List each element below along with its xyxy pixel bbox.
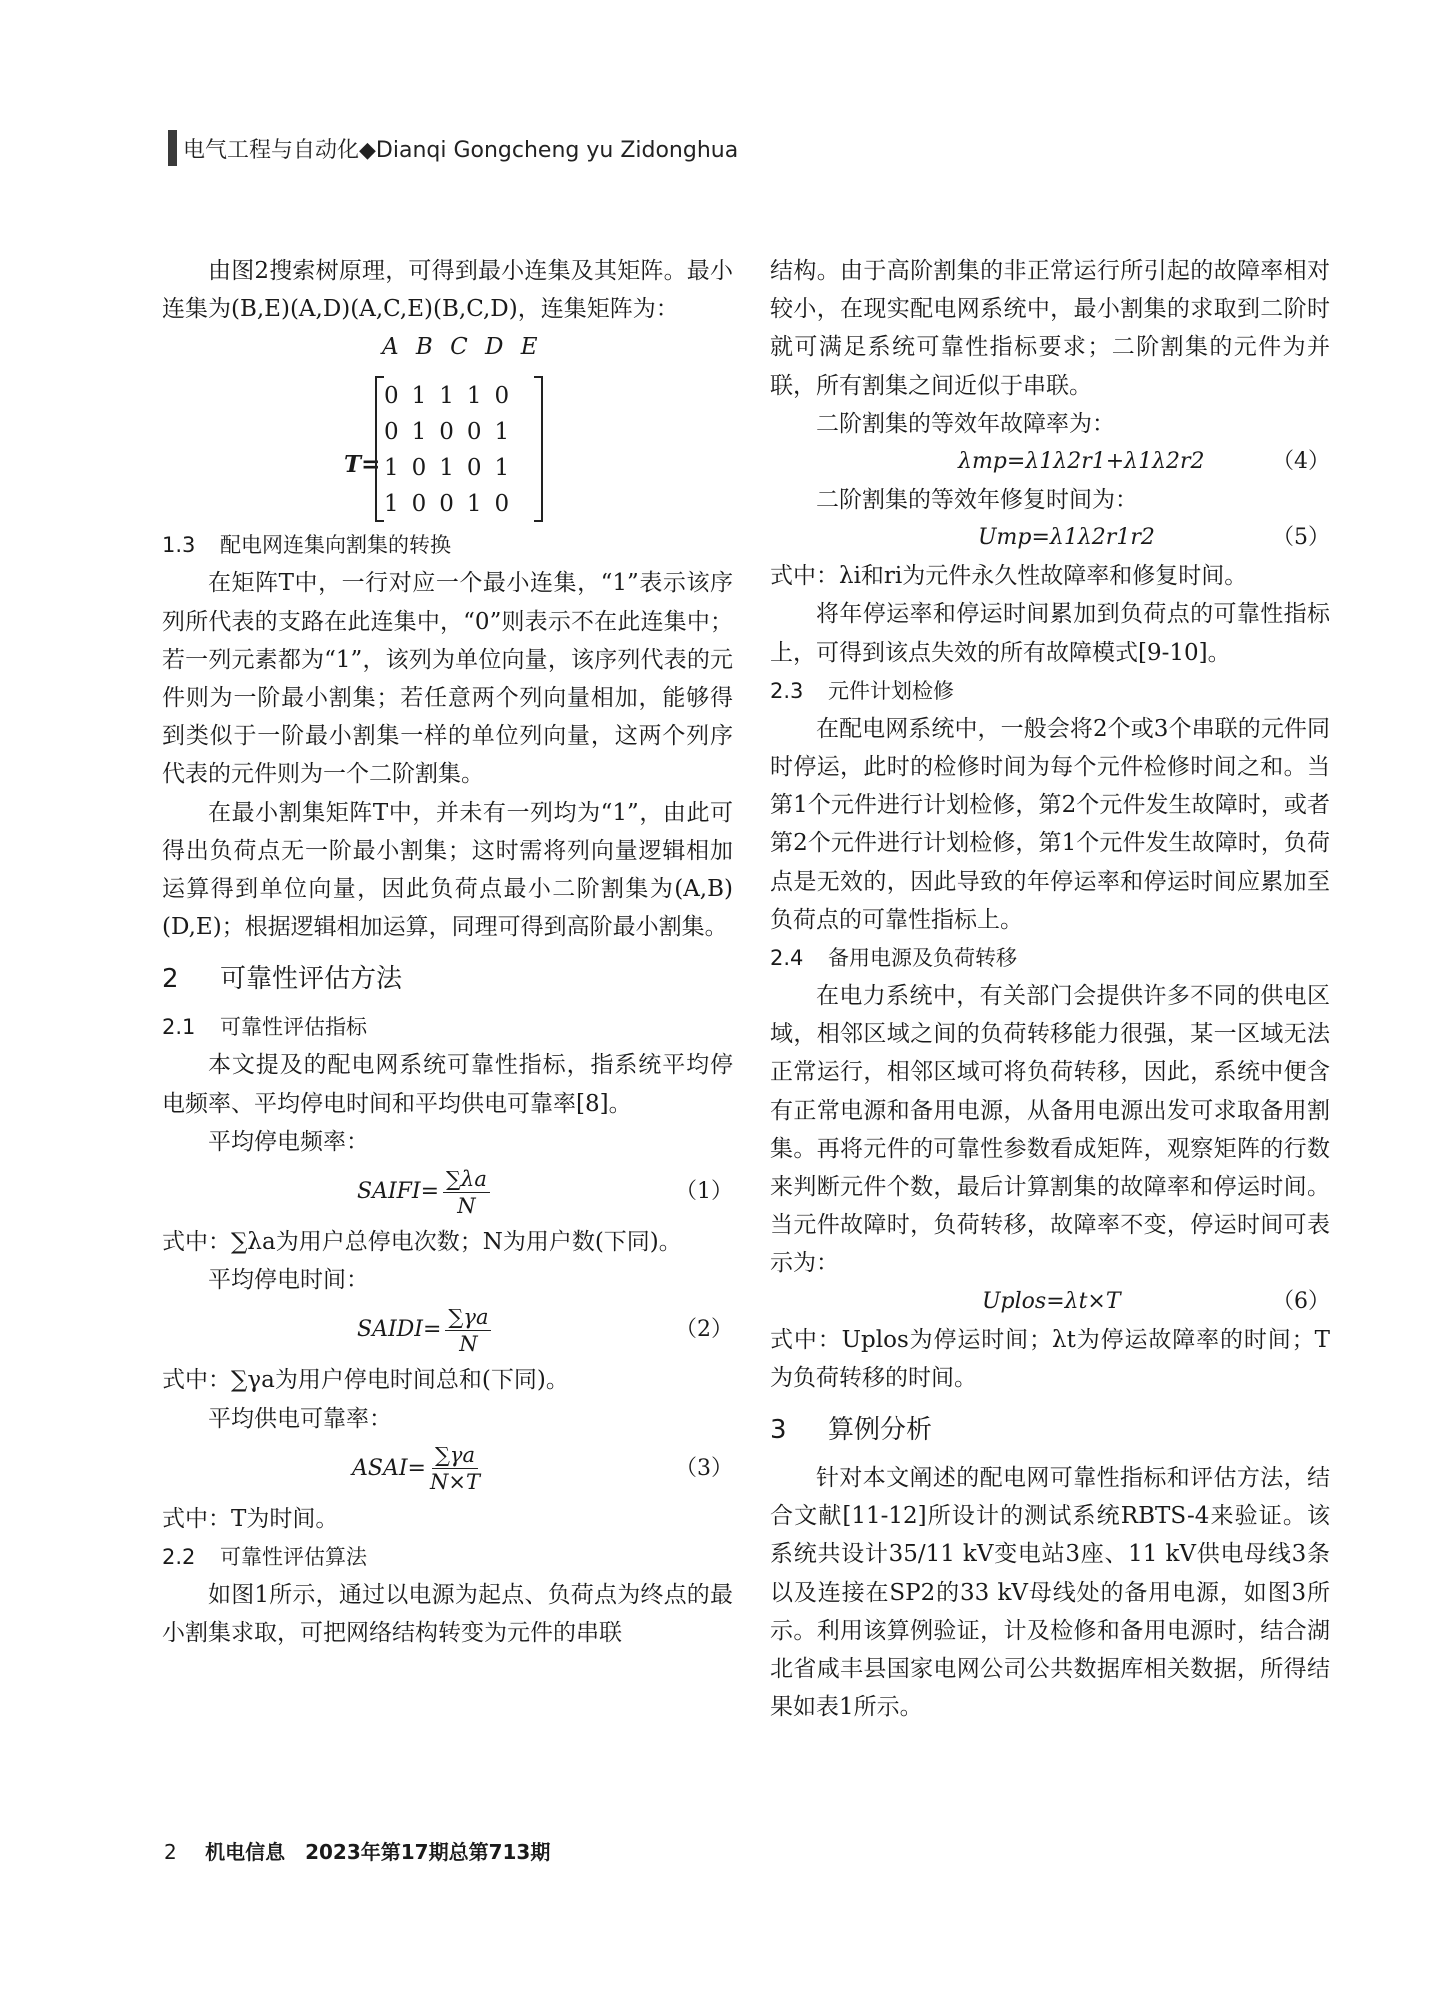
section-number: 2: [162, 964, 179, 995]
equation-expression: Ump=λ1λ2r1r2: [978, 525, 1155, 551]
section-number: 3: [770, 1415, 787, 1446]
section-number: 2.2: [162, 1545, 196, 1570]
matrix-column-header: A B C D E: [382, 334, 538, 361]
header-bar: [168, 130, 177, 166]
numerator: ∑λa: [443, 1166, 490, 1193]
page-footer: [164, 1836, 550, 1865]
section-title: 元件计划检修: [828, 678, 954, 703]
section-number: 1.3: [162, 533, 196, 558]
paragraph-2-2: 如图1所示，通过以电源为起点、负荷点为终点的最小割集求取，可把网络结构转变为元件的串联: [162, 1582, 733, 1647]
denominator: N: [459, 1331, 478, 1356]
eq4-label: 二阶割集的等效年故障率为：: [816, 410, 1115, 437]
equation-lhs: SAIDI=: [357, 1317, 442, 1343]
paragraph-2-4: 在电力系统中，有关部门会提供许多不同的供电区域，相邻区域之间的负荷转移能力很强，某一区域无法正常运行，相邻区域可将负荷转移，因此，系统中便含有正常电源和备用电源，从备用电源出发可求取备用割集。再将元件的可靠性参数看成矩阵，观察矩阵的行数来判断元件个数，最后计算割集的故障率和停运时间。当元件故障时，负荷转移，故障率不变，停运时间可表示为：: [770, 983, 1330, 1277]
matrix-row: 10010: [384, 491, 523, 518]
equation-6: [770, 1283, 1330, 1321]
denominator: N×T: [429, 1470, 480, 1495]
equation-4: [770, 443, 1330, 481]
paragraph-2-1: 本文提及的配电网系统可靠性指标，指系统平均停电频率、平均停电时间和平均供电可靠率[8]。: [162, 1052, 733, 1117]
eq5-label: 二阶割集的等效年修复时间为：: [816, 487, 1138, 514]
section-heading-2-4: [770, 939, 1330, 977]
equation-number: （3）: [675, 1455, 733, 1481]
running-header: [168, 128, 738, 168]
fraction: [445, 1304, 491, 1357]
numerator: ∑γa: [445, 1304, 491, 1331]
equation-1-note: 式中：∑λa为用户总停电次数；N为用户数(下同)。: [162, 1229, 682, 1256]
section-title: 算例分析: [828, 1415, 933, 1446]
section-title: 可靠性评估指标: [220, 1015, 367, 1040]
saifi-label: 平均停电频率：: [208, 1128, 369, 1155]
section-number: 2.3: [770, 678, 804, 703]
equation-5: [770, 519, 1330, 557]
section-title: 备用电源及负荷转移: [828, 946, 1017, 971]
denominator: N: [457, 1193, 476, 1218]
equation-number: （6）: [1272, 1288, 1330, 1314]
equation-2-note: 式中：∑γa为用户停电时间总和(下同)。: [162, 1367, 569, 1394]
section-heading-1-3: [162, 526, 733, 564]
section-heading-2: [162, 954, 733, 1004]
equation-2: [162, 1299, 733, 1361]
section-number: 2.4: [770, 946, 804, 971]
accumulation-paragraph: 将年停运率和停运时间累加到负荷点的可靠性指标上，可得到该点失效的所有故障模式[9-10]。: [770, 601, 1330, 666]
equation-3: [162, 1438, 733, 1500]
equation-expression: Uplos=λt×T: [982, 1288, 1121, 1314]
equation-number: （2）: [675, 1317, 733, 1343]
section-title: 可靠性评估算法: [220, 1545, 367, 1570]
section-heading-2-1: [162, 1008, 733, 1046]
left-column: [162, 252, 733, 1652]
equation-6-note: 式中：Uplos为停运时间；λt为停运故障率的时间；T为负荷转移的时间。: [770, 1326, 1330, 1391]
equation-3-note: 式中：T为时间。: [162, 1505, 339, 1532]
matrix-row: 01110: [384, 383, 523, 410]
matrix-row: 01001: [384, 419, 523, 446]
matrix-row: 10101: [384, 455, 523, 482]
equation-1: [162, 1161, 733, 1223]
paragraph-1-3-a: 在矩阵T中，一行对应一个最小连集，“1”表示该序列所代表的支路在此连集中，“0”则表示不在此连集中；若一列元素都为“1”，该列为单位向量，该序列代表的元件则为一阶最小割集；若任意两个列向量相加，能够得到类似于一阶最小割集一样的单位列向量，这两个列序代表的元件则为一个二阶割集。: [162, 570, 733, 788]
equation-5-note: 式中：λi和ri为元件永久性故障率和修复时间。: [770, 563, 1248, 590]
section-title: 可靠性评估方法: [220, 964, 403, 995]
intro-paragraph: 由图2搜索树原理，可得到最小连集及其矩阵。最小连集为(B,E)(A,D)(A,C,E)(B,C,D)，连集矩阵为：: [162, 258, 733, 323]
matrix-rows: [384, 378, 522, 522]
right-column: [770, 252, 1330, 1727]
section-title: 配电网连集向割集的转换: [220, 533, 451, 558]
equation-number: （1）: [675, 1178, 733, 1204]
fraction: [430, 1442, 480, 1495]
matrix-label: T=: [344, 451, 381, 479]
paragraph-1-3-b: 在最小割集矩阵T中，并未有一列均为“1”，由此可得出负荷点无一阶最小割集；这时需将列向量逻辑相加运算得到单位向量，因此负荷点最小二阶割集为(A,B)(D,E)；根据逻辑相加运算，同理可得到高阶最小割集。: [162, 799, 733, 941]
page-number: 2: [164, 1840, 177, 1864]
equation-lhs: ASAI=: [352, 1455, 426, 1481]
numerator: ∑γa: [432, 1442, 478, 1469]
equation-number: （5）: [1272, 525, 1330, 551]
continued-paragraph: 结构。由于高阶割集的非正常运行所引起的故障率相对较小，在现实配电网系统中，最小割集的求取到二阶时就可满足系统可靠性指标要求；二阶割集的元件为并联，所有割集之间近似于串联。: [770, 258, 1330, 399]
equation-lhs: SAIFI=: [357, 1178, 440, 1204]
fraction: [443, 1166, 490, 1219]
section-heading-2-3: [770, 672, 1330, 710]
section-heading-3: [770, 1405, 1330, 1455]
paragraph-3: 针对本文阐述的配电网可靠性指标和评估方法，结合文献[11-12]所设计的测试系统RBTS-4来验证。该系统共设计35/11 kV变电站3座、11 kV供电母线3条以及连接在SP2的33 kV母线处的备用电源，如图3所示。利用该算例验证，计及检修和备用电源时，结合湖北省咸丰县国家电网公司公共数据库相关数据，所得结果如表1所示。: [770, 1465, 1331, 1721]
saidi-label: 平均停电时间：: [208, 1267, 369, 1294]
link-set-matrix: [162, 328, 733, 526]
equation-expression: λmp=λ1λ2r1+λ1λ2r2: [958, 448, 1205, 474]
equation-number: （4）: [1272, 448, 1330, 474]
paragraph-2-3: 在配电网系统中，一般会将2个或3个串联的元件同时停运，此时的检修时间为每个元件检修时间之和。当第1个元件进行计划检修，第2个元件发生故障时，或者第2个元件进行计划检修，第1个元件发生故障时，负荷点是无效的，因此导致的年停运率和停运时间应累加至负荷点的可靠性指标上。: [770, 715, 1330, 933]
section-number: 2.1: [162, 1015, 196, 1040]
journal-header-title: 电气工程与自动化◆Dianqi Gongcheng yu Zidonghua: [183, 137, 739, 163]
footer-journal-issue: 机电信息 2023年第17期总第713期: [205, 1840, 551, 1864]
asai-label: 平均供电可靠率：: [208, 1405, 392, 1432]
section-heading-2-2: [162, 1538, 733, 1576]
